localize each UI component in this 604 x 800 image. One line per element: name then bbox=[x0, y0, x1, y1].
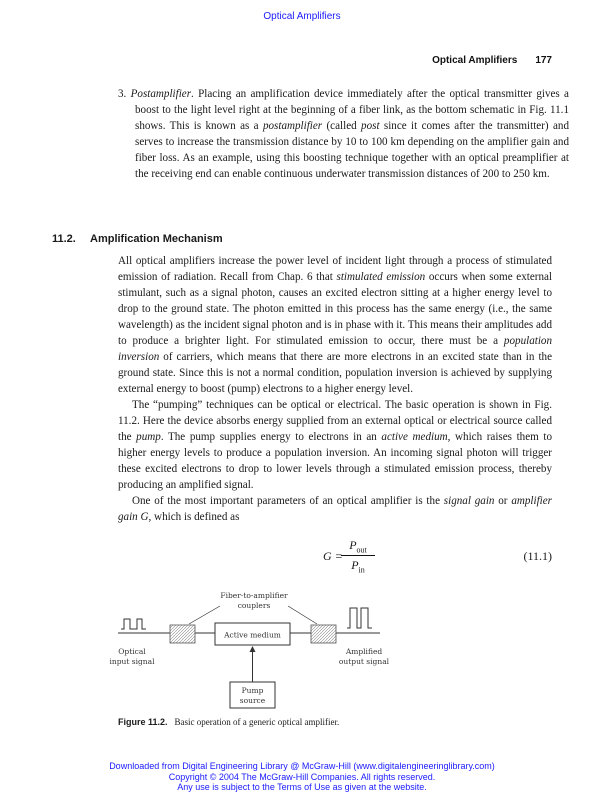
input-pulse-icon bbox=[121, 619, 146, 629]
term-postamplifier-2: postamplifier bbox=[262, 120, 323, 132]
output-label-line-1: Amplified bbox=[345, 647, 383, 656]
body-text bbox=[118, 253, 552, 525]
footer-download-link[interactable]: Downloaded from Digital Engineering Library @ McGraw-Hill (www.digitalengineeringlibrary.com) bbox=[109, 761, 495, 771]
figure-caption-label: Figure 11.2. bbox=[118, 717, 168, 727]
equation-fraction bbox=[341, 538, 375, 575]
item-number: 3. bbox=[118, 88, 127, 100]
section-number: 11.2. bbox=[52, 233, 76, 245]
denominator-subscript: in bbox=[358, 565, 365, 575]
term-amplifier-gain: amplifier gain G, bbox=[118, 495, 552, 523]
equation-numerator bbox=[341, 538, 375, 556]
coupler-pointer-left bbox=[189, 606, 220, 624]
numerator-symbol: P bbox=[349, 538, 357, 552]
figure-11-2 bbox=[109, 590, 408, 708]
figure-caption-text: Basic operation of a generic optical amplifier. bbox=[174, 717, 340, 727]
term-stimulated-emission: stimulated emission bbox=[336, 271, 426, 283]
term-population-inversion: population inversion bbox=[118, 335, 552, 363]
pump-label-line-2: source bbox=[239, 696, 266, 705]
equation-denominator bbox=[341, 556, 375, 574]
footer-copyright: Copyright © 2004 The McGraw-Hill Companies. All rights reserved. bbox=[168, 771, 436, 782]
running-head bbox=[432, 55, 552, 66]
text-run: . The pump supplies energy to electrons in an bbox=[160, 431, 382, 443]
text-run: which is defined as bbox=[151, 511, 240, 523]
coupler-label-line-1: Fiber-to-amplifier bbox=[220, 591, 288, 600]
text-run: (called bbox=[322, 120, 362, 132]
term-postamplifier: Postamplifier bbox=[130, 88, 192, 100]
footer-terms-link[interactable]: Any use is subject to the Terms of Use as given at the website. bbox=[177, 782, 427, 792]
numerator-subscript: out bbox=[356, 545, 367, 555]
amplifier-diagram bbox=[109, 590, 408, 708]
input-label-line-1: Optical bbox=[118, 647, 146, 656]
paragraph-2 bbox=[118, 397, 552, 493]
paragraph-3 bbox=[118, 493, 552, 525]
paragraph-1 bbox=[118, 253, 552, 397]
pump-label-line-1: Pump bbox=[241, 686, 264, 695]
term-active-medium: active medium bbox=[381, 431, 448, 443]
term-pump: pump bbox=[136, 431, 161, 443]
text-run: . Placing an amplification device immediately after the optical transmitter gives a boost to the light level right at the beginning of a fiber link, as the bottom schematic in Fig. 11.1 shows. This is known as a bbox=[135, 88, 569, 132]
active-medium-label: Active medium bbox=[224, 630, 281, 640]
running-title: Optical Amplifiers bbox=[432, 55, 518, 66]
term-signal-gain: signal gain bbox=[443, 495, 495, 507]
equation-number: (11.1) bbox=[523, 549, 552, 563]
text-run: occurs when some external stimulant, such as a signal photon, causes an excited electron sitting at a higher energy level to drop to the ground state. The photon emitted in this process has the same energy (i.e., the same wavelength) as the incident signal photon and is in phase with it. This means their amplitudes add to produce a brighter light. For stimulated emission to occur, there must be a bbox=[118, 271, 553, 347]
text-run: of carriers, which means that there are more electrons in an excited state than in the ground state. Since this is not a normal condition, population inversion is achieved by supplying external energy to boost (pump) electrons to a higher energy level. bbox=[118, 351, 552, 395]
input-label-line-2: input signal bbox=[109, 657, 155, 666]
text-run: One of the most important parameters of an optical amplifier is the bbox=[132, 495, 444, 507]
term-post: post bbox=[361, 120, 380, 132]
text-run: All optical amplifiers increase the power level of incident light through a process of stimulated emission of radiation. Recall from Chap. 6 that bbox=[118, 255, 552, 283]
equation-lhs: G = bbox=[323, 549, 343, 563]
text-run: or bbox=[494, 495, 512, 507]
coupler-pointer-right bbox=[288, 606, 317, 624]
equation-11-1 bbox=[118, 538, 552, 574]
page-number: 177 bbox=[535, 55, 552, 66]
top-banner-link[interactable]: Optical Amplifiers bbox=[263, 11, 341, 22]
output-pulse-icon bbox=[347, 608, 372, 628]
text-run: , which raises them to higher energy levels to produce a population inversion. An incoming signal photon will trigger these excited electrons to drop to lower levels through a stimulated emission process, thereby producing an amplified signal. bbox=[118, 431, 552, 491]
figure-caption bbox=[118, 717, 339, 727]
section-heading bbox=[52, 233, 223, 245]
text-run: since it comes after the transmitter) and serves to increase the transmission distance by 10 to 100 km depending on the amplifier gain and fiber loss. As an example, using this boosting technique together with an optical preamplifier at the receiving end can enable continuous underwater transmission distances of 200 to 250 km. bbox=[135, 120, 569, 180]
denominator-symbol: P bbox=[351, 558, 359, 573]
text-run: The “pumping” techniques can be optical or electrical. The basic operation is shown in Fig. 11.2. Here the device absorbs energy supplied from an external optical or electrical source called the bbox=[118, 399, 552, 443]
footer bbox=[0, 761, 604, 793]
output-coupler bbox=[311, 625, 336, 643]
output-label-line-2: output signal bbox=[338, 657, 390, 666]
postamplifier-item bbox=[118, 86, 569, 182]
input-coupler bbox=[170, 625, 195, 643]
section-title: Amplification Mechanism bbox=[90, 233, 223, 245]
coupler-label-line-2: couplers bbox=[237, 601, 271, 610]
